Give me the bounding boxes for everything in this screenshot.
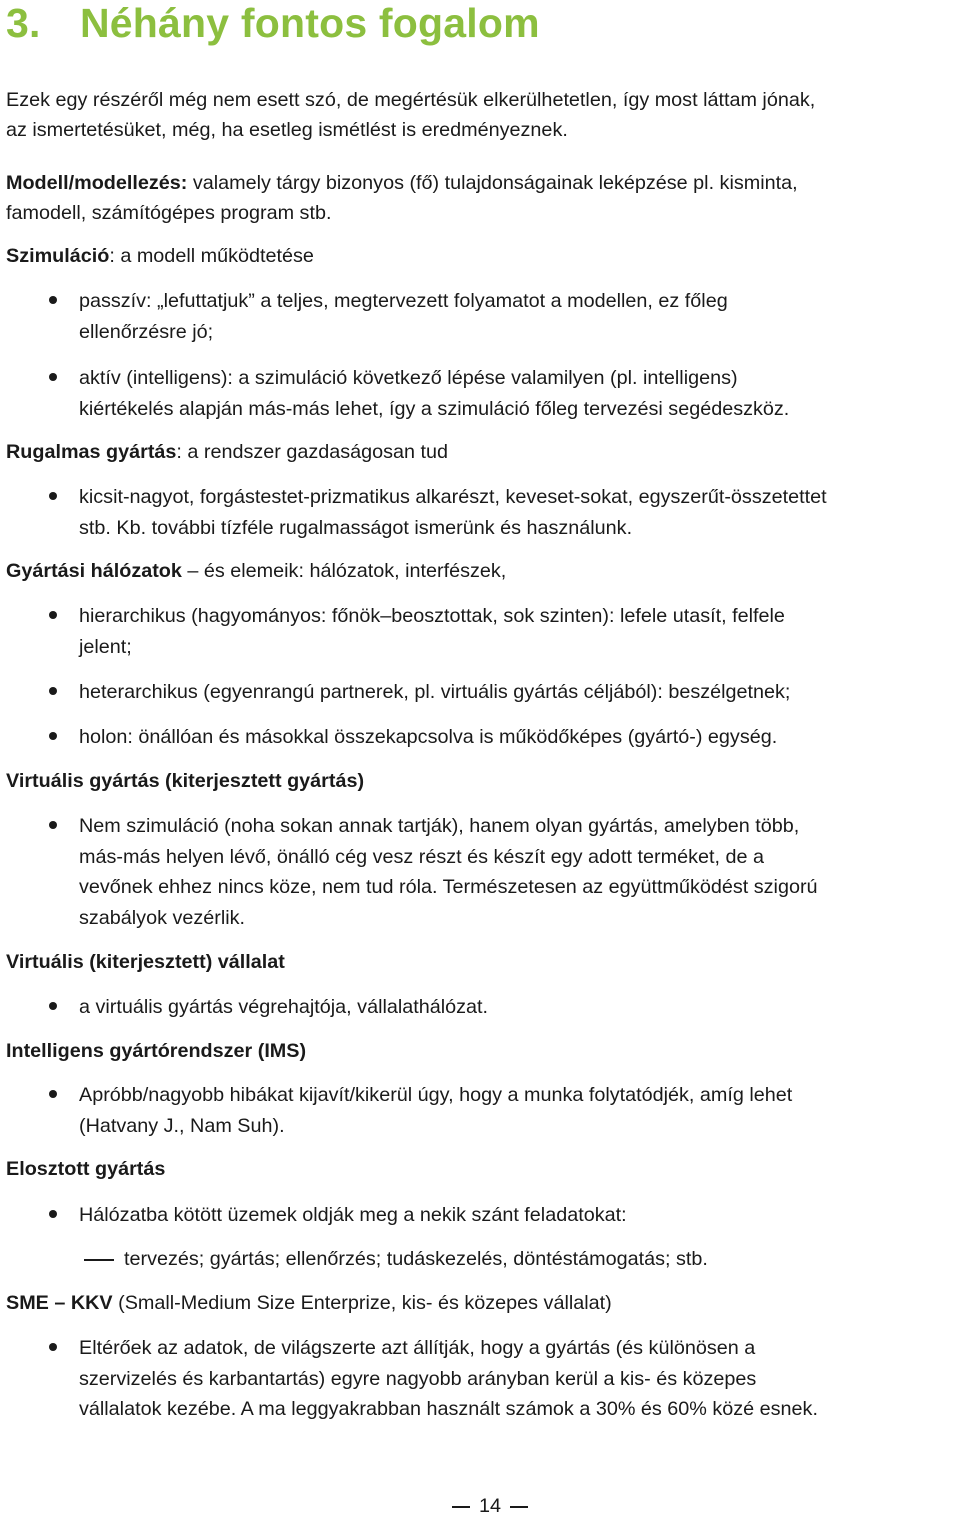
section-number: 3. bbox=[6, 0, 41, 46]
page-number-text: 14 bbox=[478, 1495, 501, 1517]
dash-icon bbox=[510, 1506, 528, 1508]
modell-line-2: famodell, számítógépes program stb. bbox=[6, 202, 332, 224]
bullet-icon bbox=[49, 1343, 57, 1351]
halozatok-term: Gyártási hálózatok bbox=[6, 560, 182, 582]
modell-definition: valamely tárgy bizonyos (fő) tulajdonságainak leképzése pl. kisminta, bbox=[187, 172, 798, 194]
section-heading bbox=[6, 0, 540, 48]
virtualis-vallalat-term: Virtuális (kiterjesztett) vállalat bbox=[6, 951, 285, 973]
rugalmas-heading bbox=[6, 437, 960, 467]
elosztott-heading bbox=[6, 1154, 960, 1184]
rugalmas-definition: : a rendszer gazdaságosan tud bbox=[176, 441, 449, 463]
ims-heading bbox=[6, 1036, 960, 1066]
sme-heading bbox=[6, 1288, 960, 1318]
dash-icon bbox=[452, 1506, 470, 1508]
bullet-icon bbox=[49, 611, 57, 619]
bullet-icon bbox=[49, 492, 57, 500]
rugalmas-term: Rugalmas gyártás bbox=[6, 441, 177, 463]
halozatok-heading bbox=[6, 556, 960, 586]
virtualis-gyartas-term: Virtuális gyártás (kiterjesztett gyártás) bbox=[6, 770, 365, 792]
intro-line-2: az ismertetésüket, még, ha esetleg ismétlést is eredményeznek. bbox=[6, 119, 568, 141]
document-page: 3. Néhány fontos fogalom Ezek egy részéről még nem esett szó, de megértésük elkerülhetetlen, így most láttam jónak, az ismertetésüket, még, ha esetleg ismétlést is eredményeznek. Modell/modellezés: valamely tárgy bizonyos (fő) tulajdonságainak leképzése pl. kisminta, famodell, számítógépes program stb. Szimuláció: a modell működtetése passzív: „lefuttatjuk” a teljes, megtervezett folyamatot a modellen, ez főleg ellenőrzésre jó; aktív (intelligens): a szimuláció következő lépése valamilyen (pl. intelligens) kiértékelés alapján más-más lehet, így a szimuláció főleg tervezési segédeszköz. Rugalmas gyártás: a rendszer gazdaságosan tud kicsit-nagyot, forgástestet-prizmatikus alkarészt, keveset-sokat, egyszerűt-összetettet stb. Kb. további tízféle rugalmasságot ismerünk és használunk. Gyártási hálózatok – és elemeik: hálózatok, interfészek, hierarchikus (hagyományos: főnök–beosztottak, sok szinten): lefele utasít, felfele jelent; heterarchikus (egyenrangú partnerek, pl. virtuális gyártás céljából): beszélgetnek; holon: önállóan és másokkal összekapcsolva is működőképes (gyártó-) egység. Virtuális gyártás (kiterjesztett gyártás) Nem szimuláció (noha sokan annak tartják), hanem olyan gyártás, amelyben több, más-más helyen lévő, önálló cég vesz részt és készít egy adott terméket, de a vevőnek ehhez nincs köze, nem tud róla. Természetesen az együttműködést szigorú szabályok vezérlik. Virtuális (kiterjesztett) vállalat a virtuális gyártás végrehajtója, vállalathálózat. Intelligens gyártórendszer (IMS) Apróbb/nagyobb hibákat kijavít/kikerül úgy, hogy a munka folytatódjék, amíg lehet (Hatvany J., Nam Suh). Elosztott gyártás Hálózatba kötött üzemek oldják meg a nekik szánt feladatokat: tervezés; gyártás; ellenőrzés; tudáskezelés, döntéstámogatás; stb. SME – KKV (Small-Medium Size Enterprize, kis- és közepes vállalat) Eltérőek az adatok, de világszerte azt állítják, hogy a gyártás (és különösen a szervizelés és karbantartás) egyre nagyobb arányban kerül a kis- és közepes vállalatok kezébe. A ma leggyakrabban használt számok a 30% és 60% közé esnek. 14 bbox=[0, 0, 960, 1517]
bullet-icon bbox=[49, 296, 57, 304]
modell-line-1 bbox=[6, 168, 960, 198]
szimulacio-definition: : a modell működtetése bbox=[109, 245, 314, 267]
ims-term: Intelligens gyártórendszer (IMS) bbox=[6, 1040, 307, 1062]
intro-paragraph bbox=[6, 85, 960, 145]
halozatok-definition: – és elemeik: hálózatok, interfészek, bbox=[181, 560, 507, 582]
bullet-icon bbox=[49, 821, 57, 829]
section-title: Néhány fontos fogalom bbox=[80, 0, 540, 46]
modell-paragraph bbox=[6, 168, 960, 228]
bullet-icon bbox=[49, 1210, 57, 1218]
szimulacio-term: Szimuláció bbox=[6, 245, 110, 267]
sme-term: SME – KKV bbox=[6, 1292, 113, 1314]
modell-term: Modell/modellezés: bbox=[6, 172, 188, 194]
bullet-icon bbox=[49, 687, 57, 695]
intro-line-1: Ezek egy részéről még nem esett szó, de megértésük elkerülhetetlen, így most láttam jónak, bbox=[6, 89, 816, 111]
bullet-icon bbox=[49, 373, 57, 381]
bullet-icon bbox=[49, 732, 57, 740]
bullet-icon bbox=[49, 1090, 57, 1098]
elosztott-term: Elosztott gyártás bbox=[6, 1158, 166, 1180]
dash-icon bbox=[84, 1259, 114, 1261]
virtualis-vallalat-heading bbox=[6, 947, 960, 977]
bullet-icon bbox=[49, 1002, 57, 1010]
virtualis-gyartas-heading bbox=[6, 766, 960, 796]
szimulacio-heading bbox=[6, 241, 960, 271]
sme-definition: (Small-Medium Size Enterprize, kis- és közepes vállalat) bbox=[112, 1292, 612, 1314]
